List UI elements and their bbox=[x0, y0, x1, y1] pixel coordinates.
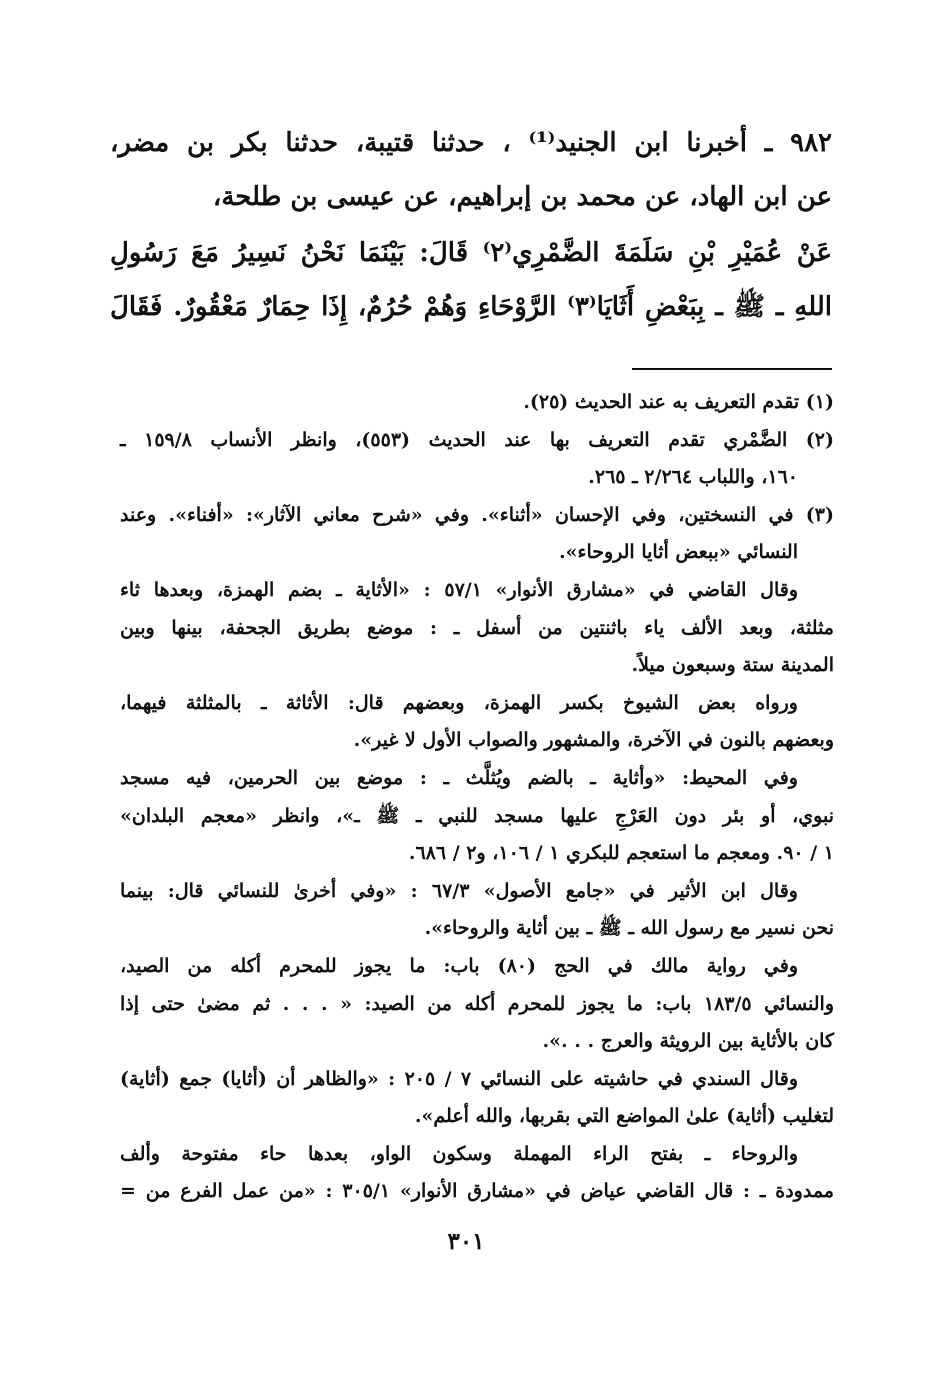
footnote-line: ممدودة ـ : قال القاضي عياض في «مشارق الأنوار» ٣٠٥/١ : «من عمل الفرع من = bbox=[120, 1180, 834, 1203]
footnote-line: وبعضهم بالنون في الآخرة، والمشهور والصواب الأول لا غير». bbox=[353, 729, 834, 752]
footnote-line: (٢) الضَّمْري تقدم التعريف بها عند الحديث (٥٥٣)، وانظر الأنساب ١٥٩/٨ ـ bbox=[120, 428, 834, 451]
footnote-line: (٣) في النسختين، وفي الإحسان «أثناء». وفي «شرح معاني الآثار»: «أفناء». وعند bbox=[120, 503, 834, 526]
footnote-line: النسائي «ببعض أثايا الروحاء». bbox=[559, 541, 798, 564]
footnote-line: نحن نسير مع رسول الله ـ ﷺ ـ بين أثاية والروحاء». bbox=[424, 917, 834, 940]
footnote-line: (١) تقدم التعريف به عند الحديث (٢٥). bbox=[523, 391, 834, 413]
hadith-line-3: عَنْ عُمَيْرِ بْنِ سَلَمَةَ الضَّمْرِي⁽٢⁾ قَالَ: بَيْنَمَا نَحْنُ نَسِيرُ مَعَ رَسُولِ bbox=[110, 238, 832, 268]
footnote-line: مثلثة، وبعد الألف ياء باثنتين من أسفل ـ : موضع بطريق الجحفة، بينها وبين bbox=[120, 616, 834, 639]
footnote-line: ١٦٠، واللباب ٢/٢٦٤ ـ ٢٦٥. bbox=[588, 466, 798, 489]
hadith-text bbox=[110, 116, 832, 334]
footnote-line: وقال القاضي في «مشارق الأنوار» ٥٧/١ : «الأثاية ـ بضم الهمزة، وبعدها ثاء bbox=[120, 578, 798, 601]
page-number: ٣٠١ bbox=[447, 1228, 485, 1255]
footnote-line: ١ / ٩٠. ومعجم ما استعجم للبكري ١ / ١٠٦، و٢ / ٦٨٦. bbox=[408, 842, 834, 865]
hadith-line-2: عن ابن الهاد، عن محمد بن إبراهيم، عن عيسى بن طلحة، bbox=[212, 182, 832, 212]
footnote-line: ورواه بعض الشيوخ بكسر الهمزة، وبعضهم قال: الأثاثة ـ بالمثلثة فيهما، bbox=[120, 691, 798, 714]
hadith-line-1: ٩٨٢ ـ أخبرنا ابن الجنيد⁽¹⁾ ، حدثنا قتيبة، حدثنا بكر بن مضر، bbox=[110, 128, 833, 158]
footnote-separator bbox=[632, 368, 832, 370]
footnotes bbox=[120, 384, 834, 1211]
footnote-line: كان بالأثاية بين الرويثة والعرج . . .». bbox=[542, 1030, 834, 1053]
footnote-line: وقال ابن الأثير في «جامع الأصول» ٦٧/٣ : «وفي أخرىٰ للنسائي قال: بينما bbox=[120, 879, 798, 902]
footnote-line: المدينة ستة وسبعون ميلاً. bbox=[631, 654, 834, 677]
footnote-line: نبوي، أو بئر دون العَرْجِ عليها مسجد للنبي ـ ﷺ ـ»، وانظر «معجم البلدان» bbox=[120, 804, 834, 827]
footnote-line: وفي رواية مالك في الحج (٨٠) باب: ما يجوز للمحرم أكله من الصيد، bbox=[120, 954, 798, 977]
hadith-line-4: اللهِ ـ ﷺ ـ بِبَعْضِ أَثَايَا⁽٣⁾ الرَّوْحَاءِ وَهُمْ حُرُمٌ، إِذَا حِمَارٌ مَعْقُورٌ. فَقَالَ bbox=[110, 292, 832, 322]
footnote-line: والنسائي ١٨٣/٥ باب: ما يجوز للمحرم أكله من الصيد: « . . . ثم مضىٰ حتى إذا bbox=[120, 992, 834, 1015]
footnote-line: وفي المحيط: «وأثاية ـ بالضم ويُثلَّث ـ : موضع بين الحرمين، فيه مسجد bbox=[120, 766, 798, 789]
footnote-line: والروحاء ـ بفتح الراء المهملة وسكون الواو، بعدها حاء مفتوحة وألف bbox=[120, 1142, 798, 1165]
footnote-line: وقال السندي في حاشيته على النسائي ٧ / ٢٠٥ : «والظاهر أن (أثايا) جمع (أثاية) bbox=[120, 1067, 798, 1090]
footnote-line: لتغليب (أثاية) علىٰ المواضع التي بقربها، والله أعلم». bbox=[414, 1105, 834, 1128]
